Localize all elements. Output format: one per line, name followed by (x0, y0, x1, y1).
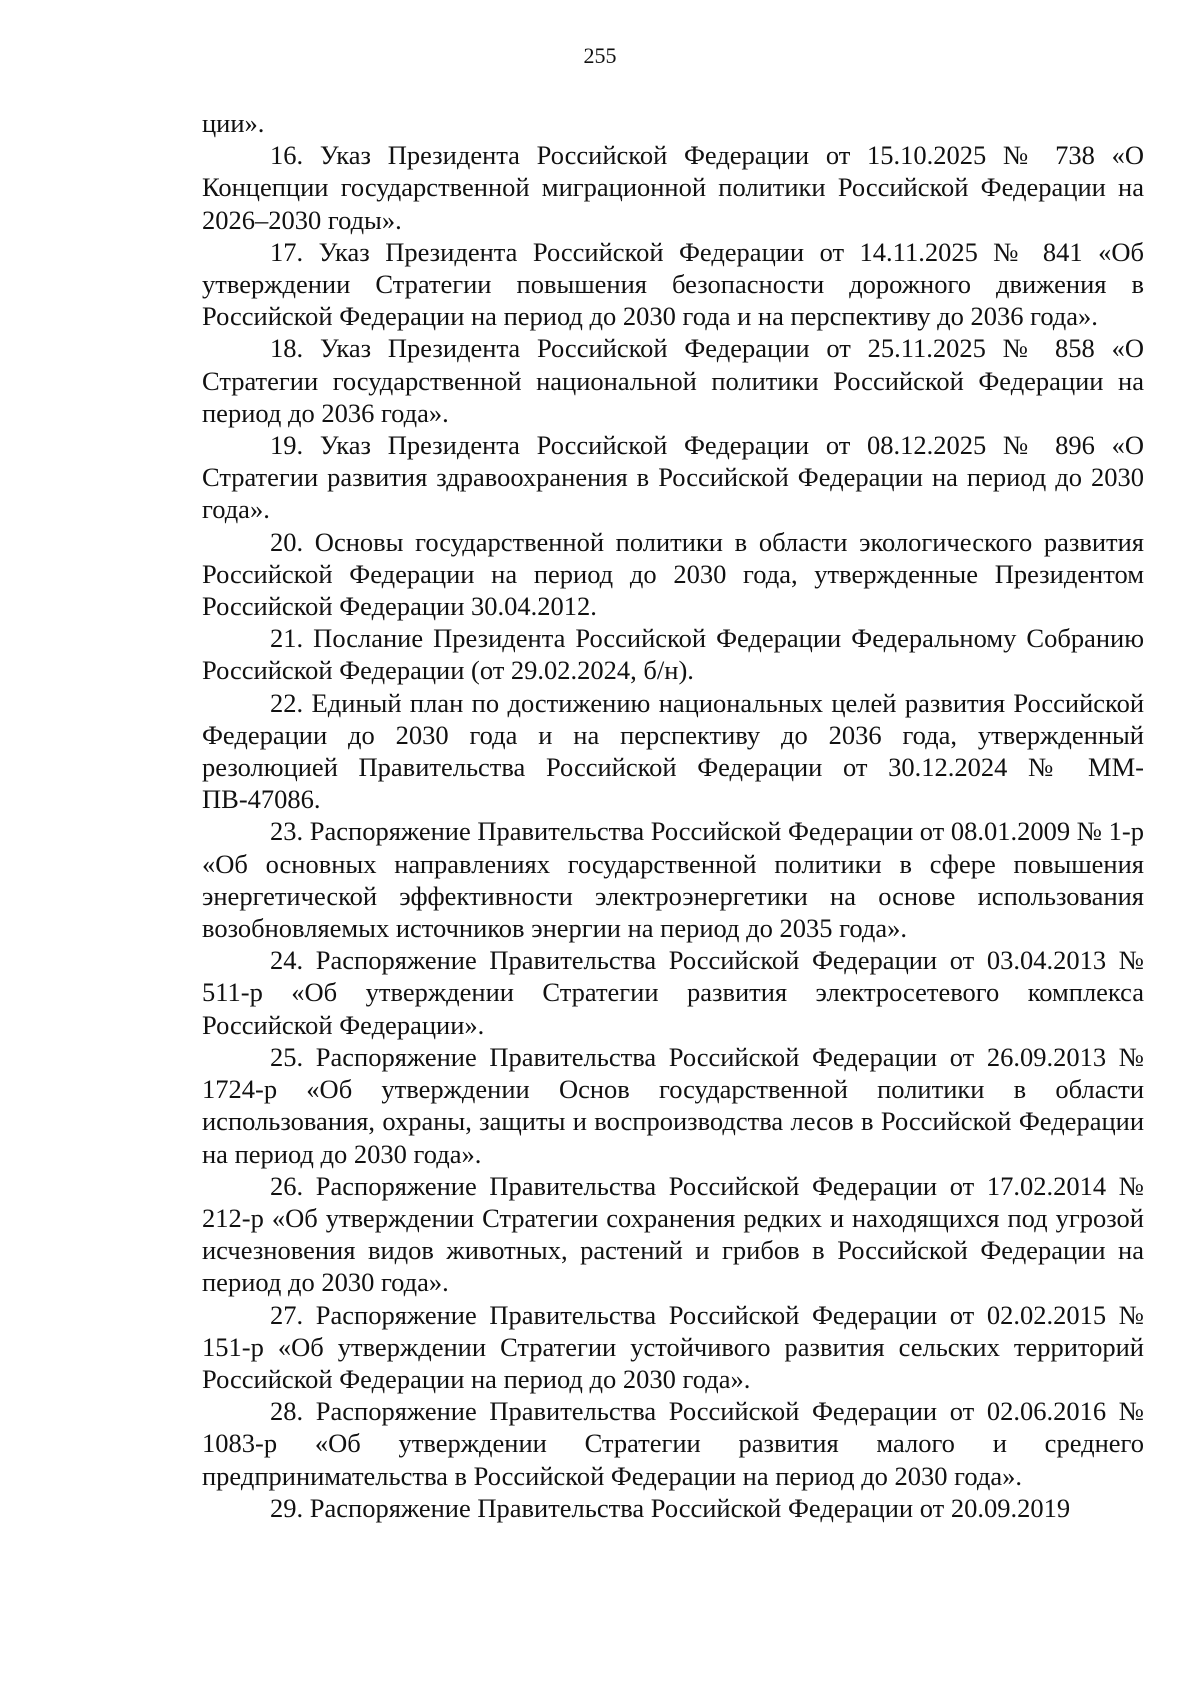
list-item-28: 28. Распоряжение Правительства Российской Федерации от 02.06.2016 № 1083-р «Об утверждении Стратегии развития малого и среднего предпринимательства в Российской Федерации на период до 2030 года». (202, 1396, 1144, 1491)
list-item-27: 27. Распоряжение Правительства Российской Федерации от 02.02.2015 № 151-р «Об утверждении Стратегии устойчивого развития сельских территорий Российской Федерации на период до 2030 года». (202, 1299, 1144, 1394)
list-item-25: 25. Распоряжение Правительства Российской Федерации от 26.09.2013 № 1724-р «Об утверждении Основ государственной политики в области использования, охраны, защиты и воспроизводства лесов в Российской Федерации на период до 2030 года». (202, 1041, 1144, 1169)
paragraph-continuation: ции». (202, 108, 265, 138)
list-item-22: 22. Единый план по достижению национальных целей развития Российской Федерации до 2030 года и на перспективу до 2036 года, утвержденный резолюцией Правительства Российской Федерации от 30.12.2024 № ММ-ПВ-47086. (202, 687, 1144, 815)
list-item-20: 20. Основы государственной политики в области экологического развития Российской Федерации на период до 2030 года, утвержденные Президентом Российской Федерации 30.04.2012. (202, 526, 1144, 622)
list-item-23: 23. Распоряжение Правительства Российской Федерации от 08.01.2009 № 1-р «Об основных направлениях государственной политики в сфере повышения энергетической эффективности электроэнергетики на основе использования возобновляемых источников энергии на период до 2035 года». (202, 816, 1144, 944)
list-item-26: 26. Распоряжение Правительства Российской Федерации от 17.02.2014 № 212-р «Об утверждении Стратегии сохранения редких и находящихся под угрозой исчезновения видов животных, растений и грибов в Российской Федерации на период до 2030 года». (202, 1170, 1144, 1298)
document-body (202, 107, 1144, 1524)
list-item-17: 17. Указ Президента Российской Федерации от 14.11.2025 № 841 «Об утверждении Стратегии повышения безопасности дорожного движения в Российской Федерации на период до 2030 года и на перспективу до 2036 года». (202, 236, 1144, 332)
list-item-21: 21. Послание Президента Российской Федерации Федеральному Собранию Российской Федерации (от 29.02.2024, б/н). (202, 623, 1144, 686)
list-item-16: 16. Указ Президента Российской Федерации от 15.10.2025 № 738 «О Концепции государственной миграционной политики Российской Федерации на 2026–2030 годы». (202, 140, 1144, 235)
page-number: 255 (583, 43, 617, 68)
list-item-19: 19. Указ Президента Российской Федерации от 08.12.2025 № 896 «О Стратегии развития здравоохранения в Российской Федерации на период до 2030 года». (202, 430, 1144, 525)
list-item-29: 29. Распоряжение Правительства Российской Федерации от 20.09.2019 (270, 1492, 1071, 1523)
list-item-24: 24. Распоряжение Правительства Российской Федерации от 03.04.2013 № 511-р «Об утверждении Стратегии развития электросетевого комплекса Российской Федерации». (202, 945, 1144, 1040)
list-item-18: 18. Указ Президента Российской Федерации от 25.11.2025 № 858 «О Стратегии государственной национальной политики Российской Федерации на период до 2036 года». (202, 333, 1144, 428)
